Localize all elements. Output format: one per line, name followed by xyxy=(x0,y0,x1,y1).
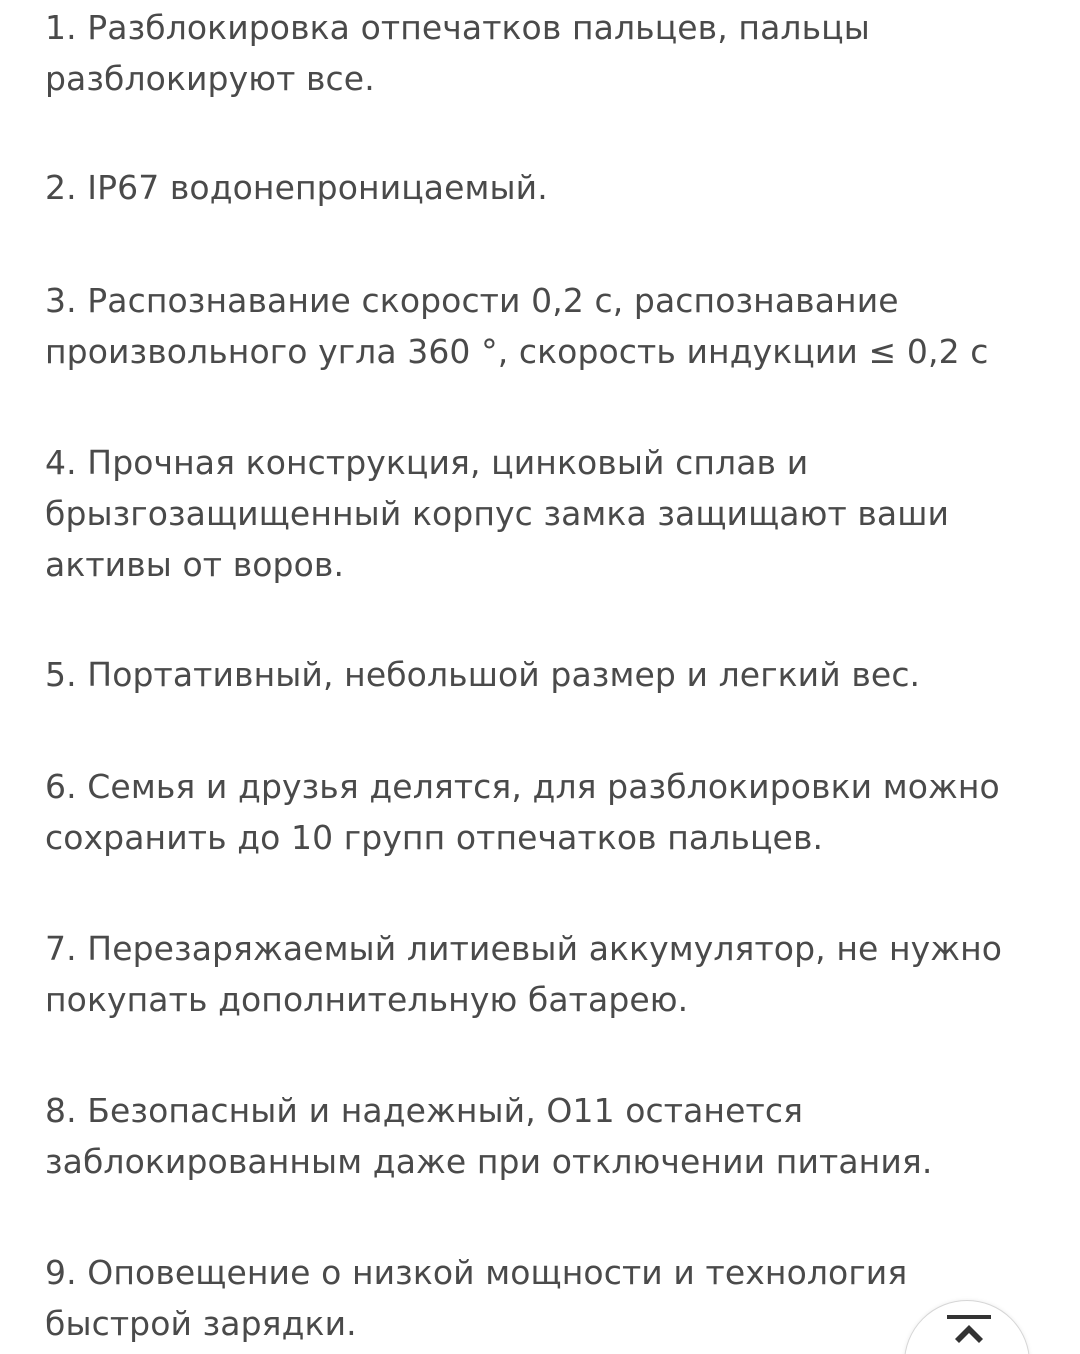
feature-line: 3. Распознавание скорости 0,2 с, распознавание xyxy=(45,281,899,320)
feature-item-1 xyxy=(45,2,1045,104)
feature-line: произвольного угла 360 °, скорость индукции ≤ 0,2 с xyxy=(45,332,989,371)
feature-item-6 xyxy=(45,761,1045,863)
feature-line: 4. Прочная конструкция, цинковый сплав и xyxy=(45,443,809,482)
feature-line: сохранить до 10 групп отпечатков пальцев. xyxy=(45,818,824,857)
feature-line: брызгозащищенный корпус замка защищают ваши xyxy=(45,494,950,533)
feature-line: активы от воров. xyxy=(45,545,345,584)
scroll-to-top-icon xyxy=(947,1315,991,1345)
feature-item-2 xyxy=(45,162,1045,213)
feature-line: 8. Безопасный и надежный, O11 останется xyxy=(45,1091,804,1130)
feature-item-4 xyxy=(45,437,1045,590)
feature-item-7 xyxy=(45,923,1045,1025)
feature-line: заблокированным даже при отключении питания. xyxy=(45,1142,933,1181)
feature-line: 6. Семья и друзья делятся, для разблокировки можно xyxy=(45,767,1000,806)
feature-line: 5. Портативный, небольшой размер и легкий вес. xyxy=(45,655,921,694)
feature-line: покупать дополнительную батарею. xyxy=(45,980,689,1019)
feature-item-9 xyxy=(45,1247,1045,1349)
feature-line: 7. Перезаряжаемый литиевый аккумулятор, не нужно xyxy=(45,929,1003,968)
feature-item-8 xyxy=(45,1085,1045,1187)
feature-line: 2. IP67 водонепроницаемый. xyxy=(45,168,548,207)
feature-line: разблокируют все. xyxy=(45,59,375,98)
feature-line: 9. Оповещение о низкой мощности и технология xyxy=(45,1253,908,1292)
feature-line: 1. Разблокировка отпечатков пальцев, пальцы xyxy=(45,8,870,47)
feature-item-3 xyxy=(45,275,1045,377)
feature-item-5 xyxy=(45,649,1045,700)
feature-line: быстрой зарядки. xyxy=(45,1304,357,1343)
